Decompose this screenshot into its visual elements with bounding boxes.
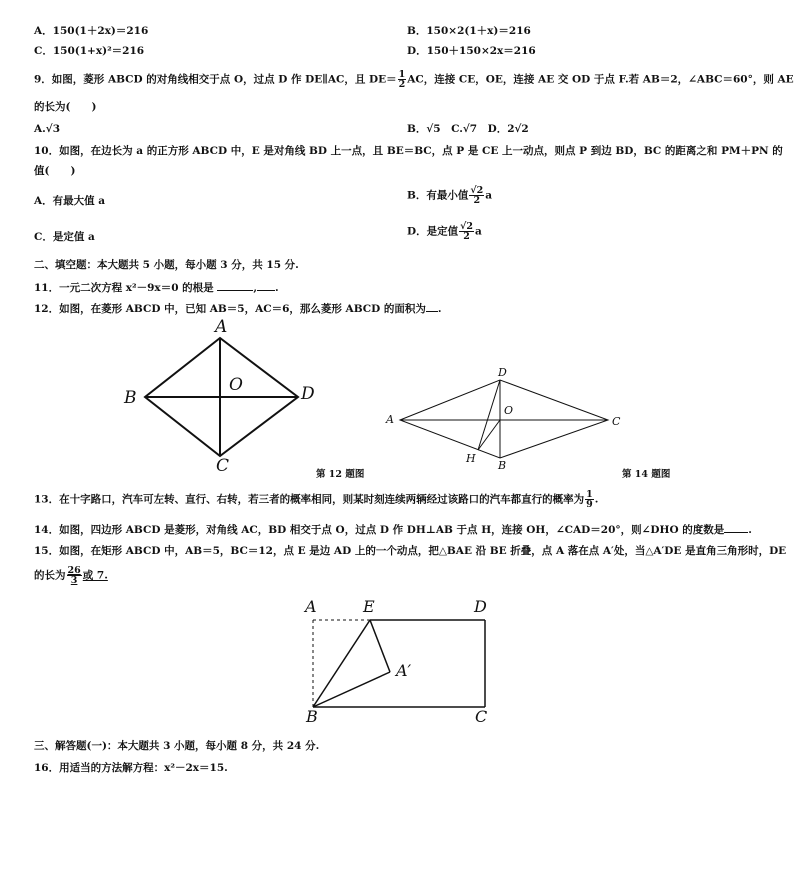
fig12-label-a: A	[215, 317, 228, 337]
fig12-label-d: D	[301, 384, 315, 404]
fig12-caption: 第 12 题图	[316, 469, 365, 480]
q9-options-bcd: B．√5 C.√7 D．2√2	[407, 123, 529, 135]
q8-option-a: A．150(1＋2x)＝216	[34, 25, 149, 37]
q10-option-b: B．有最小值 $\frac{√2}{2}$ a	[407, 185, 493, 206]
q8-option-d: D．150＋150×2x＝216	[407, 45, 536, 57]
fig15-label-b: B	[306, 707, 318, 726]
q8-option-b: B．150×2(1＋x)＝216	[407, 25, 531, 37]
fig12-label-o: O	[229, 375, 243, 395]
section2-heading: 二、填空题：本大题共 5 小题，每小题 3 分，共 15 分.	[34, 259, 299, 271]
fig14-label-b: B	[498, 459, 507, 472]
q10-option-d: D．是定值 $\frac{√2}{2}$ a	[407, 221, 482, 242]
q9-option-a: A.√3	[34, 123, 61, 135]
fig15-label-c: C	[475, 707, 488, 726]
q15-stem-line1: 15．如图，在矩形 ABCD 中，AB＝5，BC＝12，点 E 是边 AD 上的一个动点，把△BAE 沿 BE 折叠，点 A 落在点 A′处，当△A′DE 是直角三角形时，DE	[34, 545, 787, 557]
fig14-label-d: D	[498, 366, 507, 379]
q14-stem: 14．如图，四边形 ABCD 是菱形，对角线 AC，BD 相交于点 O，过点 D 作 DH⊥AB 于点 H，连接 OH，∠CAD＝20°，则∠DHO 的度数是 .	[34, 524, 752, 536]
fig14-label-c: C	[612, 415, 621, 428]
q8-option-c: C．150(1+x)²＝216	[34, 45, 145, 57]
fig15-label-d: D	[474, 597, 487, 616]
q10-option-a: A．有最大值 a	[34, 195, 106, 207]
q9-stem-line2: 的长为( )	[34, 101, 97, 113]
fig14-caption: 第 14 题图	[622, 469, 671, 480]
q13-stem: 13．在十字路口，汽车可左转、直行、右转，若三者的概率相同，则某时刻连续两辆经过该路口的汽车都直行的概率为 $\frac{1}{9}$ .	[34, 489, 599, 510]
q10-stem-line1: 10．如图，在边长为 a 的正方形 ABCD 中，E 是对角线 BD 上一点，且 BE＝BC，点 P 是 CE 上一动点，则点 P 到边 BD，BC 的距离之和 PM＋PN 的	[34, 145, 783, 157]
fig15-label-a: A	[305, 597, 317, 616]
fig14-label-o: O	[504, 404, 514, 417]
fig15-label-e: E	[363, 597, 375, 616]
fig12-label-c: C	[216, 456, 230, 476]
fig15-label-a-prime: A′	[396, 661, 412, 680]
section3-heading: 三、解答题(一)：本大题共 3 小题，每小题 8 分，共 24 分.	[34, 740, 320, 752]
fig14-label-a: A	[386, 413, 394, 426]
q10-stem-line2: 值( )	[34, 165, 76, 177]
q10-option-c: C．是定值 a	[34, 231, 95, 243]
q15-stem-line2: 的长为 $\frac{26}{3}$ 或 7.	[34, 565, 108, 586]
fig14-rhombus	[390, 370, 620, 470]
fig12-label-b: B	[124, 388, 137, 408]
fig14-label-h: H	[466, 452, 476, 465]
q12-stem: 12．如图，在菱形 ABCD 中，已知 AB＝5，AC＝6，那么菱形 ABCD 的面积为 .	[34, 303, 442, 315]
q16-stem: 16．用适当的方法解方程：x²－2x＝15.	[34, 762, 228, 774]
q9-stem-line1: 9．如图，菱形 ABCD 的对角线相交于点 O，过点 D 作 DE∥AC，且 DE＝ $\frac{1}{2}$ AC，连接 CE，OE，连接 AE 交 OD 于点 F.若 AB＝2，∠ABC＝60°，则 AE	[34, 69, 794, 90]
q11-stem: 11．一元二次方程 x²－9x＝0 的根是 , .	[34, 282, 279, 294]
